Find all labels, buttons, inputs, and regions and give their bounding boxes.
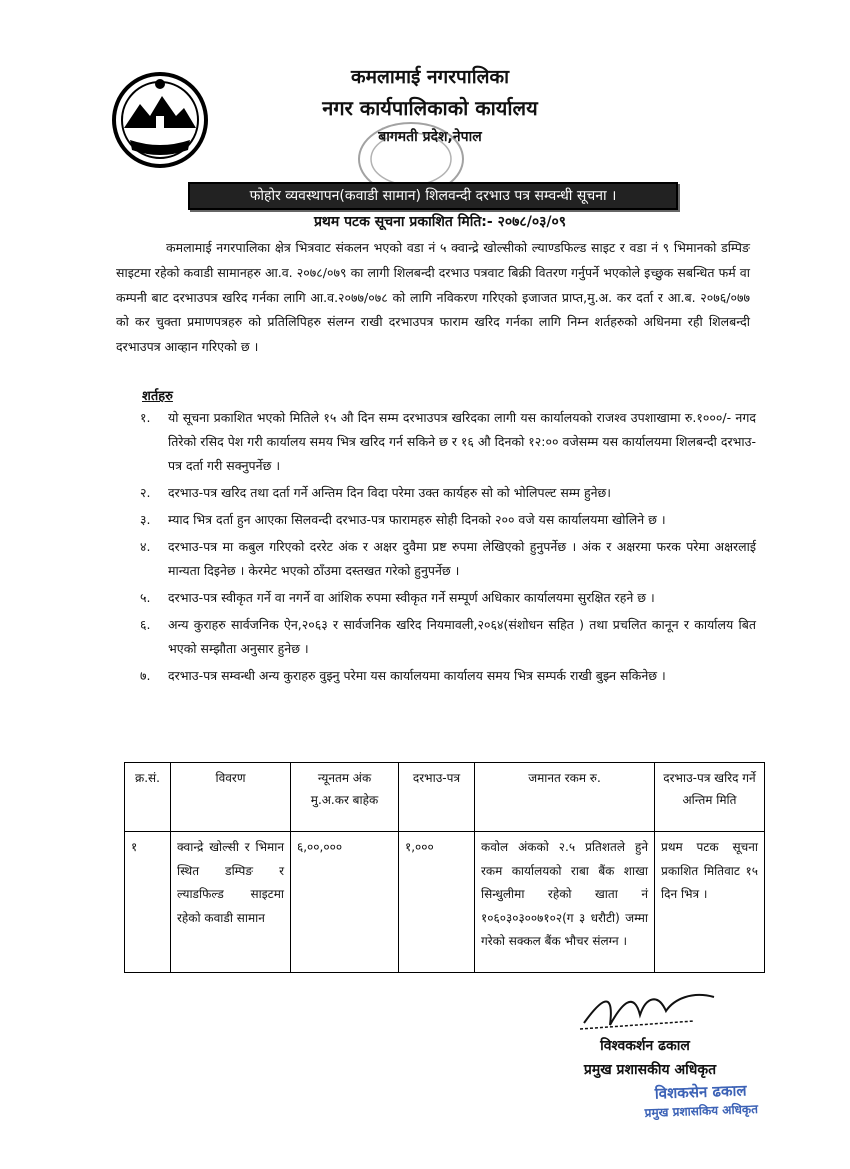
term-text: दरभाउ-पत्र मा कबुल गरिएको दररेट अंक र अक्षर दुवैमा प्रष्ट रुपमा लेखिएको हुनुपर्नेछ । अंक र अक्षरमा फरक परेमा अक्षरलाई मान्यता दिइनेछ । केरमेट भएको ठाँउमा दस्तखत गरेको हुनुपर्नेछ । — [168, 539, 756, 578]
term-text: म्याद भित्र दर्ता हुन आएका सिलवन्दी दरभाउ-पत्र फारामहरु सोही दिनको २०० वजे यस कार्यालयमा खोलिने छ । — [168, 512, 666, 527]
table-cell: प्रथम पटक सूचना प्रकाशित मितिवाट १५ दिन भित्र । — [655, 832, 765, 973]
term-item — [140, 613, 756, 661]
table-row — [125, 832, 765, 973]
table-cell: ६,००,००० — [291, 832, 399, 973]
column-header: दरभाउ-पत्र — [399, 763, 475, 832]
term-number: २. — [140, 485, 151, 500]
term-text: दरभाउ-पत्र सम्वन्धी अन्य कुराहरु वुझ्नु परेमा यस कार्यालयमा कार्यालय समय भित्र सम्पर्क राखी बुझ्न सकिनेछ । — [168, 668, 666, 683]
column-header: न्यूनतम अंक मु.अ.कर बाहेक — [291, 763, 399, 832]
stamp-name: विशकसेन ढकाल — [654, 1081, 747, 1103]
column-header: दरभाउ-पत्र खरिद गर्ने अन्तिम मिति — [655, 763, 765, 832]
term-item — [140, 481, 756, 505]
term-text: दरभाउ-पत्र खरिद तथा दर्ता गर्ने अन्तिम दिन विदा परेमा उक्त कार्यहरु सो को भोलिपल्ट सम्म हुनेछ। — [168, 485, 612, 500]
term-number: ५. — [140, 590, 151, 605]
terms-heading: शर्तहरु — [142, 389, 173, 404]
term-text: दरभाउ-पत्र स्वीकृत गर्ने वा नगर्ने वा आंशिक रुपमा स्वीकृत गर्ने सम्पूर्ण अधिकार कार्यालयमा सुरक्षित रहने छ । — [168, 590, 655, 605]
tender-table — [124, 762, 765, 973]
province-line: बागमती प्रदेश,नेपाल — [378, 129, 482, 145]
table-cell: १,००० — [399, 832, 475, 973]
column-header: जमानत रकम रु. — [475, 763, 655, 832]
handwritten-signature-icon — [574, 985, 724, 1035]
term-item — [140, 535, 756, 583]
term-number: ६. — [140, 617, 151, 632]
terms-list — [140, 406, 756, 691]
term-number: ७. — [140, 668, 151, 683]
office-name: नगर कार्यपालिकाको कार्यालय — [322, 96, 538, 120]
table-cell: क्वान्द्रे खोल्सी र भिमान स्थित डम्पिङ र ल्याडफिल्ड साइटमा रहेको कवाडी सामान — [171, 832, 291, 973]
stamp-title: प्रमुख प्रशासकिय अधिकृत — [644, 1102, 759, 1120]
term-item — [140, 664, 756, 688]
term-number: १. — [140, 410, 151, 425]
table-cell: कवोल अंकको २.५ प्रतिशतले हुने रकम कार्यालयको राबा बैंक शाखा सिन्धुलीमा रहेको खाता नं १०६०३०३००७१०२(ग ३ धरौटी) जम्मा गरेको सक्कल बैंक भौचर संलग्न । — [475, 832, 655, 973]
signatory-name: विश्वकर्शन ढकाल — [600, 1038, 690, 1054]
column-header: विवरण — [171, 763, 291, 832]
term-number: ३. — [140, 512, 151, 527]
table-header-row — [125, 763, 765, 832]
notice-title: फोहोर व्यवस्थापन(कवाडी सामान) शिलवन्दी दरभाउ पत्र सम्वन्धी सूचना । — [188, 182, 678, 210]
nepal-emblem-icon — [110, 70, 210, 170]
term-item — [140, 508, 756, 532]
table-cell: १ — [125, 832, 171, 973]
signatory-title: प्रमुख प्रशासकीय अधिकृत — [583, 1062, 717, 1078]
term-item — [140, 406, 756, 478]
term-text: अन्य कुराहरु सार्वजनिक ऐन,२०६३ र सार्वजनिक खरिद नियमावली,२०६४(संशोधन सहित ) तथा प्रचलित कानून र कार्यालय बित भएको सम्झौता अनुसार हुनेछ । — [168, 617, 756, 656]
term-item — [140, 586, 756, 610]
intro-paragraph: कमलामाई नगरपालिका क्षेत्र भित्रवाट संकलन भएको वडा नं ५ क्वान्द्रे खोल्सीको ल्याण्डफिल्ड साइट र वडा नं ९ भिमानको डम्पिङ साइटमा रहेको कवाडी सामानहरु आ.व. २०७८/०७९ का लागी शिलबन्दी दरभाउ पत्रवाट बिक्री वितरण गर्नुपर्ने भएकोले इच्छुक सबन्धित फर्म वा कम्पनी बाट दरभाउपत्र खरिद गर्नका लागि आ.व.२०७७/०७८ को लागि नविकरण गरिएको इजाजत प्राप्त,मु.अ. कर दर्ता र आ.ब. २०७६/०७७ को कर चुक्ता प्रमाणपत्रहरु को प्रतिलिपिहरु संलग्न राखी दरभाउपत्र फाराम खरिद गर्नका लागि निम्न शर्तहरुको अधिनमा रही शिलबन्दी दरभाउपत्र आव्हान गरिएको छ । — [116, 240, 750, 355]
term-text: यो सूचना प्रकाशित भएको मितिले १५ औ दिन सम्म दरभाउपत्र खरिदका लागी यस कार्यालयको राजश्व उपशाखामा रु.१०००/- नगद तिरेको रसिद पेश गरी कार्यालय समय भित्र खरिद गर्न सकिने छ र १६ औ दिनको १२:०० वजेसम्म यस कार्यालयमा शिलबन्दी दरभाउ-पत्र दर्ता गरी सक्नुपर्नेछ । — [168, 410, 756, 473]
term-number: ४. — [140, 539, 151, 554]
municipality-name: कमलामाई नगरपालिका — [350, 66, 510, 88]
column-header: क्र.सं. — [125, 763, 171, 832]
name-stamp — [625, 1079, 776, 1124]
publication-date: प्रथम पटक सूचना प्रकाशित मिति:- २०७८/०३/०९ — [313, 214, 567, 230]
